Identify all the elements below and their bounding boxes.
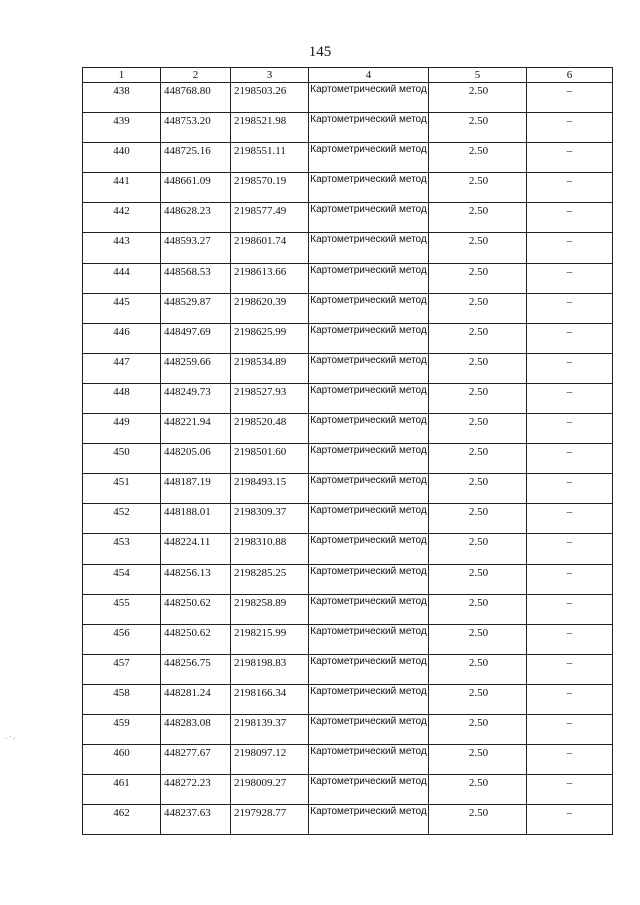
point-number-cell: 457 — [83, 654, 161, 684]
point-number-cell: 442 — [83, 203, 161, 233]
note-cell: – — [527, 534, 613, 564]
accuracy-cell: 2.50 — [429, 594, 527, 624]
table-row — [83, 594, 613, 624]
note-cell: – — [527, 203, 613, 233]
note-cell: – — [527, 684, 613, 714]
note-cell: – — [527, 775, 613, 805]
accuracy-cell: 2.50 — [429, 564, 527, 594]
point-number-cell: 446 — [83, 323, 161, 353]
y-coordinate-cell: 2198521.98 — [231, 113, 309, 143]
scan-marks: · ˙ · — [5, 735, 16, 743]
y-coordinate-cell: 2198198.83 — [231, 654, 309, 684]
accuracy-cell: 2.50 — [429, 233, 527, 263]
method-cell: Картометрический метод — [309, 775, 429, 805]
point-number-cell: 443 — [83, 233, 161, 263]
point-number-cell: 454 — [83, 564, 161, 594]
x-coordinate-cell: 448593.27 — [161, 233, 231, 263]
note-cell: – — [527, 83, 613, 113]
x-coordinate-cell: 448277.67 — [161, 745, 231, 775]
point-number-cell: 448 — [83, 383, 161, 413]
table-row — [83, 714, 613, 744]
note-cell: – — [527, 564, 613, 594]
method-cell: Картометрический метод — [309, 534, 429, 564]
x-coordinate-cell: 448259.66 — [161, 353, 231, 383]
x-coordinate-cell: 448256.75 — [161, 654, 231, 684]
accuracy-cell: 2.50 — [429, 383, 527, 413]
method-cell: Картометрический метод — [309, 564, 429, 594]
y-coordinate-cell: 2198258.89 — [231, 594, 309, 624]
method-cell: Картометрический метод — [309, 594, 429, 624]
y-coordinate-cell: 2198139.37 — [231, 714, 309, 744]
table-row — [83, 414, 613, 444]
x-coordinate-cell: 448205.06 — [161, 444, 231, 474]
y-coordinate-cell: 2198503.26 — [231, 83, 309, 113]
x-coordinate-cell: 448188.01 — [161, 504, 231, 534]
y-coordinate-cell: 2198570.19 — [231, 173, 309, 203]
y-coordinate-cell: 2198527.93 — [231, 383, 309, 413]
x-coordinate-cell: 448224.11 — [161, 534, 231, 564]
table-row — [83, 444, 613, 474]
method-cell: Картометрический метод — [309, 203, 429, 233]
note-cell: – — [527, 173, 613, 203]
column-header-2: 2 — [161, 68, 231, 83]
x-coordinate-cell: 448221.94 — [161, 414, 231, 444]
x-coordinate-cell: 448725.16 — [161, 143, 231, 173]
x-coordinate-cell: 448283.08 — [161, 714, 231, 744]
note-cell: – — [527, 594, 613, 624]
column-header-5: 5 — [429, 68, 527, 83]
method-cell: Картометрический метод — [309, 263, 429, 293]
x-coordinate-cell: 448237.63 — [161, 805, 231, 835]
table-row — [83, 805, 613, 835]
point-number-cell: 461 — [83, 775, 161, 805]
note-cell: – — [527, 414, 613, 444]
y-coordinate-cell: 2198620.39 — [231, 293, 309, 323]
x-coordinate-cell: 448250.62 — [161, 624, 231, 654]
y-coordinate-cell: 2198601.74 — [231, 233, 309, 263]
point-number-cell: 449 — [83, 414, 161, 444]
accuracy-cell: 2.50 — [429, 323, 527, 353]
method-cell: Картометрический метод — [309, 714, 429, 744]
accuracy-cell: 2.50 — [429, 504, 527, 534]
note-cell: – — [527, 805, 613, 835]
point-number-cell: 460 — [83, 745, 161, 775]
table-row — [83, 173, 613, 203]
note-cell: – — [527, 353, 613, 383]
column-header-6: 6 — [527, 68, 613, 83]
table-row — [83, 383, 613, 413]
y-coordinate-cell: 2198625.99 — [231, 323, 309, 353]
y-coordinate-cell: 2198309.37 — [231, 504, 309, 534]
note-cell: – — [527, 714, 613, 744]
accuracy-cell: 2.50 — [429, 83, 527, 113]
point-number-cell: 451 — [83, 474, 161, 504]
y-coordinate-cell: 2198613.66 — [231, 263, 309, 293]
point-number-cell: 450 — [83, 444, 161, 474]
accuracy-cell: 2.50 — [429, 173, 527, 203]
point-number-cell: 458 — [83, 684, 161, 714]
y-coordinate-cell: 2198166.34 — [231, 684, 309, 714]
x-coordinate-cell: 448256.13 — [161, 564, 231, 594]
table-row — [83, 83, 613, 113]
column-header-3: 3 — [231, 68, 309, 83]
point-number-cell: 453 — [83, 534, 161, 564]
accuracy-cell: 2.50 — [429, 414, 527, 444]
table-row — [83, 293, 613, 323]
point-number-cell: 440 — [83, 143, 161, 173]
method-cell: Картометрический метод — [309, 624, 429, 654]
method-cell: Картометрический метод — [309, 173, 429, 203]
method-cell: Картометрический метод — [309, 745, 429, 775]
accuracy-cell: 2.50 — [429, 113, 527, 143]
note-cell: – — [527, 654, 613, 684]
accuracy-cell: 2.50 — [429, 624, 527, 654]
accuracy-cell: 2.50 — [429, 684, 527, 714]
x-coordinate-cell: 448250.62 — [161, 594, 231, 624]
table-row — [83, 745, 613, 775]
y-coordinate-cell: 2198310.88 — [231, 534, 309, 564]
method-cell: Картометрический метод — [309, 654, 429, 684]
y-coordinate-cell: 2198493.15 — [231, 474, 309, 504]
accuracy-cell: 2.50 — [429, 775, 527, 805]
method-cell: Картометрический метод — [309, 293, 429, 323]
x-coordinate-cell: 448628.23 — [161, 203, 231, 233]
accuracy-cell: 2.50 — [429, 474, 527, 504]
method-cell: Картометрический метод — [309, 805, 429, 835]
column-header-1: 1 — [83, 68, 161, 83]
x-coordinate-cell: 448497.69 — [161, 323, 231, 353]
point-number-cell: 452 — [83, 504, 161, 534]
note-cell: – — [527, 113, 613, 143]
method-cell: Картометрический метод — [309, 504, 429, 534]
y-coordinate-cell: 2198577.49 — [231, 203, 309, 233]
accuracy-cell: 2.50 — [429, 745, 527, 775]
table-row — [83, 474, 613, 504]
coordinates-table — [82, 67, 613, 835]
point-number-cell: 439 — [83, 113, 161, 143]
table-row — [83, 143, 613, 173]
method-cell: Картометрический метод — [309, 474, 429, 504]
y-coordinate-cell: 2198534.89 — [231, 353, 309, 383]
point-number-cell: 444 — [83, 263, 161, 293]
accuracy-cell: 2.50 — [429, 353, 527, 383]
y-coordinate-cell: 2198520.48 — [231, 414, 309, 444]
y-coordinate-cell: 2198215.99 — [231, 624, 309, 654]
table-row — [83, 113, 613, 143]
x-coordinate-cell: 448281.24 — [161, 684, 231, 714]
note-cell: – — [527, 323, 613, 353]
method-cell: Картометрический метод — [309, 684, 429, 714]
x-coordinate-cell: 448272.23 — [161, 775, 231, 805]
point-number-cell: 438 — [83, 83, 161, 113]
method-cell: Картометрический метод — [309, 353, 429, 383]
accuracy-cell: 2.50 — [429, 203, 527, 233]
point-number-cell: 441 — [83, 173, 161, 203]
method-cell: Картометрический метод — [309, 323, 429, 353]
accuracy-cell: 2.50 — [429, 263, 527, 293]
accuracy-cell: 2.50 — [429, 714, 527, 744]
table-row — [83, 564, 613, 594]
point-number-cell: 462 — [83, 805, 161, 835]
y-coordinate-cell: 2198285.25 — [231, 564, 309, 594]
note-cell: – — [527, 143, 613, 173]
method-cell: Картометрический метод — [309, 444, 429, 474]
note-cell: – — [527, 444, 613, 474]
note-cell: – — [527, 474, 613, 504]
note-cell: – — [527, 263, 613, 293]
x-coordinate-cell: 448661.09 — [161, 173, 231, 203]
table-row — [83, 654, 613, 684]
x-coordinate-cell: 448768.80 — [161, 83, 231, 113]
note-cell: – — [527, 233, 613, 263]
accuracy-cell: 2.50 — [429, 805, 527, 835]
method-cell: Картометрический метод — [309, 143, 429, 173]
table-row — [83, 775, 613, 805]
accuracy-cell: 2.50 — [429, 143, 527, 173]
accuracy-cell: 2.50 — [429, 534, 527, 564]
method-cell: Картометрический метод — [309, 83, 429, 113]
table-row — [83, 323, 613, 353]
table-row — [83, 534, 613, 564]
table-row — [83, 353, 613, 383]
x-coordinate-cell: 448187.19 — [161, 474, 231, 504]
method-cell: Картометрический метод — [309, 113, 429, 143]
point-number-cell: 447 — [83, 353, 161, 383]
point-number-cell: 445 — [83, 293, 161, 323]
table-row — [83, 504, 613, 534]
table-row — [83, 233, 613, 263]
table-body — [83, 83, 613, 835]
x-coordinate-cell: 448753.20 — [161, 113, 231, 143]
x-coordinate-cell: 448529.87 — [161, 293, 231, 323]
note-cell: – — [527, 745, 613, 775]
point-number-cell: 456 — [83, 624, 161, 654]
table-row — [83, 203, 613, 233]
x-coordinate-cell: 448568.53 — [161, 263, 231, 293]
method-cell: Картометрический метод — [309, 383, 429, 413]
y-coordinate-cell: 2198551.11 — [231, 143, 309, 173]
x-coordinate-cell: 448249.73 — [161, 383, 231, 413]
note-cell: – — [527, 624, 613, 654]
page-number: 145 — [308, 44, 332, 60]
point-number-cell: 459 — [83, 714, 161, 744]
method-cell: Картометрический метод — [309, 414, 429, 444]
method-cell: Картометрический метод — [309, 233, 429, 263]
y-coordinate-cell: 2198009.27 — [231, 775, 309, 805]
table-row — [83, 624, 613, 654]
note-cell: – — [527, 383, 613, 413]
accuracy-cell: 2.50 — [429, 444, 527, 474]
accuracy-cell: 2.50 — [429, 293, 527, 323]
accuracy-cell: 2.50 — [429, 654, 527, 684]
y-coordinate-cell: 2198097.12 — [231, 745, 309, 775]
note-cell: – — [527, 504, 613, 534]
table-row — [83, 684, 613, 714]
column-header-4: 4 — [309, 68, 429, 83]
table-row — [83, 263, 613, 293]
y-coordinate-cell: 2197928.77 — [231, 805, 309, 835]
note-cell: – — [527, 293, 613, 323]
header-row — [83, 68, 613, 83]
y-coordinate-cell: 2198501.60 — [231, 444, 309, 474]
point-number-cell: 455 — [83, 594, 161, 624]
